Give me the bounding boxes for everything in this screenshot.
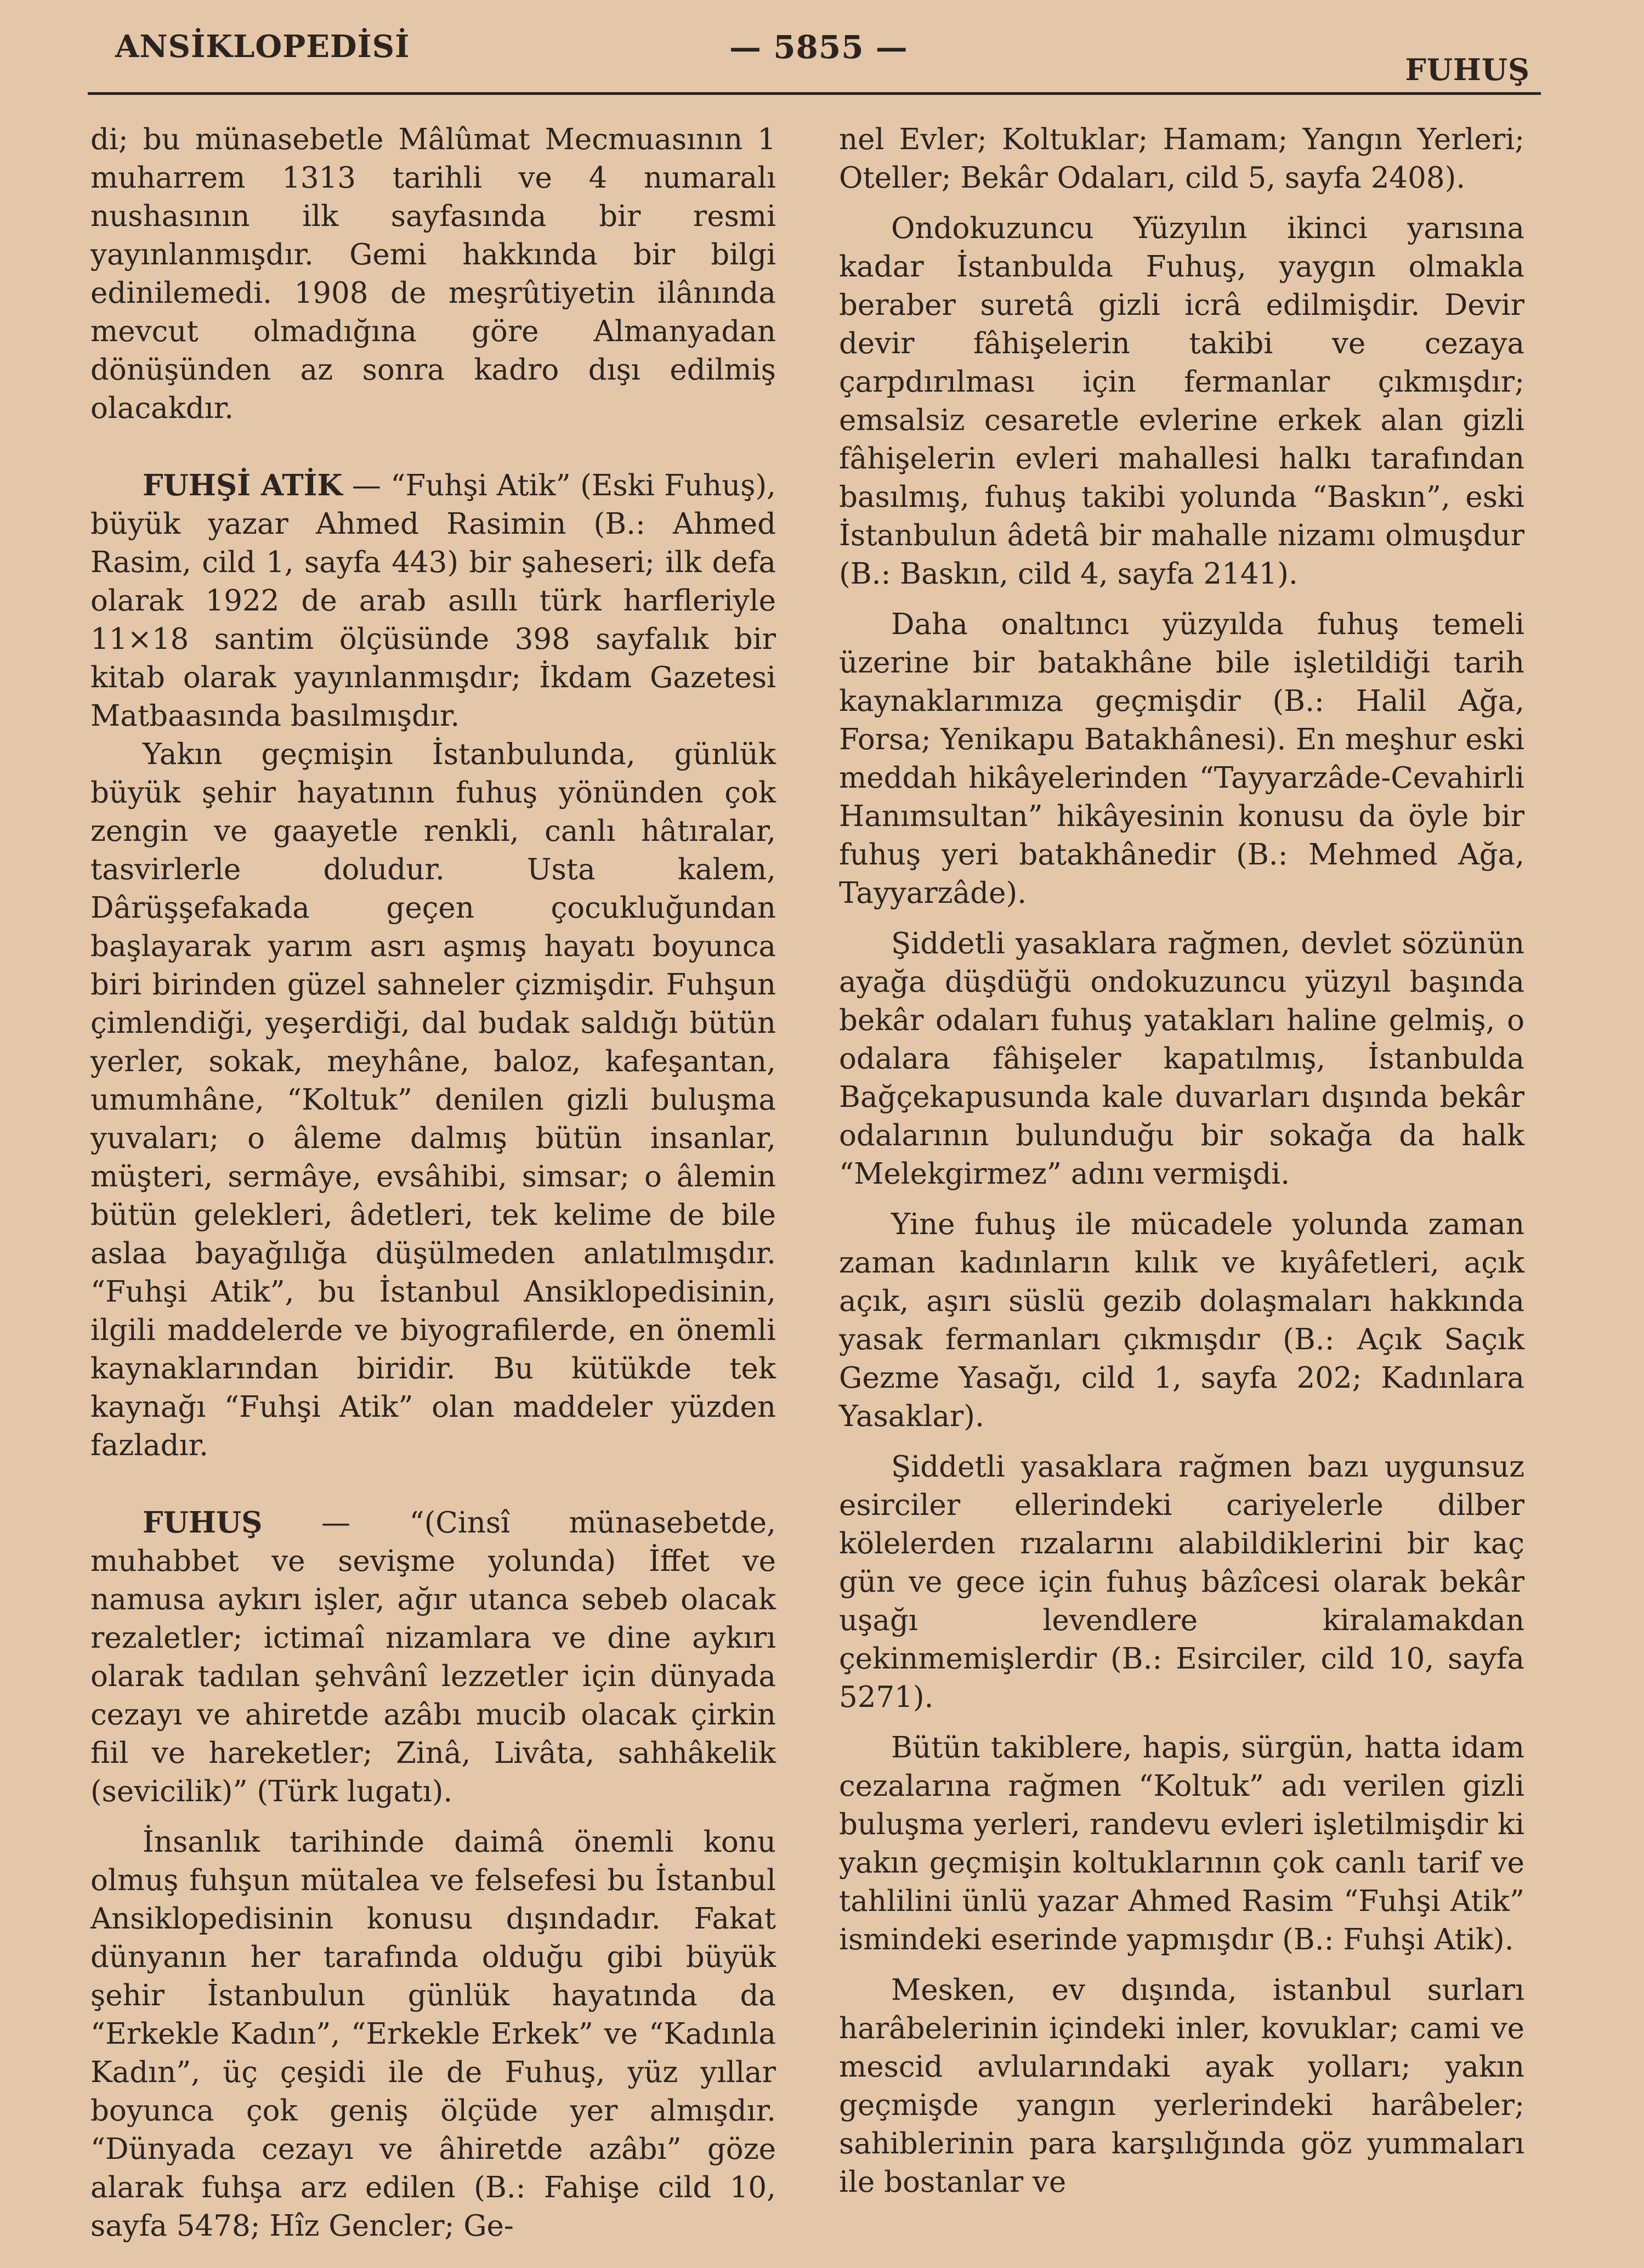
entry-heading: FUHUŞ (143, 1506, 263, 1540)
paragraph: İnsanlık tarihinde daimâ önemli konu olmuş fuhşun mütalea ve felsefesi bu İstanbul Ansiklopedisinin konusu dışındadır. Fakat dünyanın her tarafında olduğu gibi büyük şehir İstanbulun günlük hayatında da “Erkekle Kadın”, “Erkekle Erkek” ve “Kadınla Kadın”, üç çeşidi ile de Fuhuş, yüz yıllar boyunca çok geniş ölçüde yer almışdır. “Dünyada cezayı ve âhiretde azâbı” göze alarak fuhşa arz edilen (B.: Fahişe cild 10, sayfa 5478; Hîz Gencler; Ge- (90, 1825, 776, 2243)
paragraph: nel Evler; Koltuklar; Hamam; Yangın Yerleri; Oteller; Bekâr Odaları, cild 5, sayfa 2408). (839, 123, 1524, 195)
header-rule (88, 92, 1541, 95)
paragraph: Mesken, ev dışında, istanbul surları harâbelerinin içindeki inler, kovuklar; cami ve mescid avlularındaki ayak yolları; yakın geçmişde yangın yerlerindeki harâbeler; sahiblerinin para karşılığında göz yummaları ile bostanlar ve (839, 1973, 1524, 2199)
entry-text: — “Fuhşi Atik” (Eski Fuhuş), büyük yazar Ahmed Rasimin (B.: Ahmed Rasim, cild 1, sayfa 443) bir şaheseri; ilk defa olarak 1922 de arab asıllı türk harfleriyle 11×18 santim ölçüsünde 398 sayfalık bir kitab olarak yayınlanmışdır; İkdam Gazetesi Matbaasında basılmışdır. (90, 469, 776, 733)
paragraph: Şiddetli yasaklara rağmen bazı uygunsuz esirciler ellerindeki cariyelerle dilber kölelerden rızalarını alabildiklerini bir kaç gün ve gece için fuhuş bâzîcesi olarak bekâr uşağı levendlere kiralamakdan çekinmemişlerdir (B.: Esirciler, cild 10, sayfa 5271). (839, 1450, 1524, 1714)
paragraph: Yakın geçmişin İstanbulunda, günlük büyük şehir hayatının fuhuş yönünden çok zengin ve gaayetle renkli, canlı hâtıralar, tasvirlerle doludur. Usta kalem, Dârüşşefakada geçen çocukluğundan başlayarak yarım asrı aşmış hayatı boyunca biri birinden güzel sahneler çizmişdir. Fuhşun çimlendiği, yeşerdiği, dal budak saldığı bütün yerler, sokak, meyhâne, baloz, kafeşantan, umumhâne, “Koltuk” denilen gizli buluşma yuvaları; o âleme dalmış bütün insanlar, müşteri, sermâye, evsâhibi, simsar; o âlemin bütün gelekleri, âdetleri, tek kelime de bile aslaa bayağılığa düşülmeden anlatılmışdır. “Fuhşi Atik”, bu İstanbul Ansiklopedisinin, ilgili maddelerde ve biyografilerde, en önemli kaynaklarından biridir. Bu kütükde tek kaynağı “Fuhşi Atik” olan maddeler yüzden fazladır. (90, 738, 776, 1462)
entry-fuhus (90, 1503, 776, 1811)
paragraph: Yine fuhuş ile mücadele yolunda zaman zaman kadınların kılık ve kıyâfetleri, açık açık, aşırı süslü gezib dolaşmaları hakkında yasak fermanları çıkmışdır (B.: Açık Saçık Gezme Yasağı, cild 1, sayfa 202; Kadınlara Yasaklar). (839, 1208, 1524, 1433)
paragraph: di; bu münasebetle Mâlûmat Mecmuasının 1 muharrem 1313 tarihli ve 4 numaralı nushasının ilk sayfasında bir resmi yayınlanmışdır. Gemi hakkında bir bilgi edinilemedi. 1908 de meşrûtiyetin ilânında mevcut olmadığına göre Almanyadan dönüşünden az sonra kadro dışı edilmiş olacakdır. (90, 123, 776, 425)
entry-fuhsi-atik (90, 466, 776, 736)
paragraph: Daha onaltıncı yüzyılda fuhuş temeli üzerine bir batakhâne bile işletildiği tarih kaynaklarımıza geçmişdir (B.: Halil Ağa, Forsa; Yenikapu Batakhânesi). En meşhur eski meddah hikâyelerinden “Tayyarzâde-Cevahirli Hanımsultan” hikâyesinin konusu da öyle bir fuhuş yeri batakhânedir (B.: Mehmed Ağa, Tayyarzâde). (839, 608, 1524, 910)
page-number: — 5855 — (729, 29, 908, 66)
left-column (90, 121, 776, 2246)
running-header-right: FUHUŞ (1405, 52, 1530, 87)
paragraph: Ondokuzuncu Yüzyılın ikinci yarısına kadar İstanbulda Fuhuş, yaygın olmakla beraber suretâ gizli icrâ edilmişdir. Devir devir fâhişelerin takibi ve cezaya çarpdırılması için fermanlar çıkmışdır; emsalsiz cesaretle evlerine erkek alan gizli fâhişelerin evleri mahallesi halkı tarafından basılmış, fuhuş takibi yolunda “Baskın”, eski İstanbulun âdetâ bir mahalle nizamı olmuşdur (B.: Baskın, cild 4, sayfa 2141). (839, 212, 1524, 591)
paragraph: Şiddetli yasaklara rağmen, devlet sözünün ayağa düşdüğü ondokuzuncu yüzyıl başında bekâr odaları fuhuş yatakları haline gelmiş, o odalara fâhişeler kapatılmış, İstanbulda Bağçekapusunda kale duvarları dışında bekâr odalarının bulunduğu bir sokağa da halk “Melekgirmez” adını vermişdi. (839, 927, 1524, 1191)
paragraph: Bütün takiblere, hapis, sürgün, hatta idam cezalarına rağmen “Koltuk” adı verilen gizli buluşma yerleri, randevu evleri işletilmişdir ki yakın geçmişin koltuklarının çok canlı tarif ve tahlilini ünlü yazar Ahmed Rasim “Fuhşi Atik” ismindeki eserinde yapmışdır (B.: Fuhşi Atik). (839, 1731, 1524, 1956)
entry-text: — “(Cinsî münasebetde, muhabbet ve sevişme yolunda) İffet ve namusa aykırı işler, ağır utanca sebeb olacak rezaletler; ictimaî nizamlara ve dine aykırı olarak tadılan şehvânî lezzetler için dünyada cezayı ve ahiretde azâbı mucib olacak çirkin fiil ve hareketler; Zinâ, Livâta, sahhâkelik (sevicilik)” (Türk lugatı). (90, 1506, 776, 1808)
running-header-left: ANSİKLOPEDİSİ (115, 29, 410, 65)
entry-heading: FUHŞİ ATİK (143, 468, 343, 502)
right-column (839, 121, 1524, 2202)
